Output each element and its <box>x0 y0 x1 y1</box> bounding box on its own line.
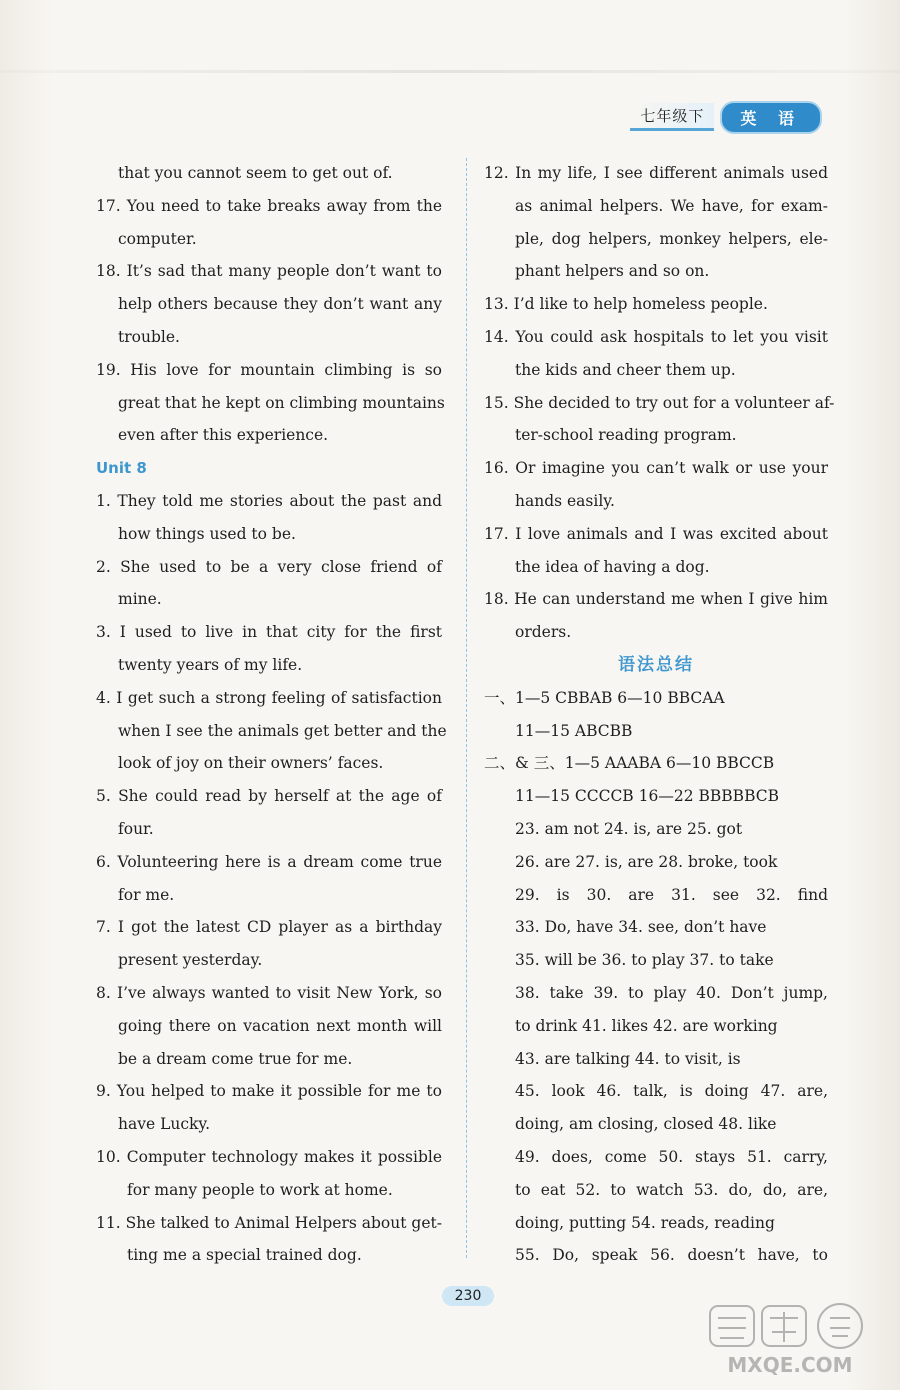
answer-line: 9. You helped to make it possible for me to <box>96 1082 442 1101</box>
unit-heading: Unit 8 <box>96 459 147 478</box>
answer-line: 12. In my life, I see different animals used <box>484 164 828 182</box>
grade-label: 七年级下 <box>630 103 714 131</box>
answer-line: 29. is 30. are 31. see 32. find <box>515 885 828 904</box>
answer-line: 16. Or imagine you can’t walk or use your <box>484 459 828 478</box>
answer-line: ple, dog helpers, monkey helpers, ele- <box>515 229 828 248</box>
answer-line: 26. are 27. is, are 28. broke, took <box>515 852 778 871</box>
answer-line: 35. will be 36. to play 37. to take <box>515 951 774 970</box>
answer-line: 55. Do, speak 56. doesn’t have, to <box>515 1246 828 1265</box>
answer-line: 49. does, come 50. stays 51. carry, <box>515 1147 828 1166</box>
subject-badge: 英 语 <box>720 101 822 134</box>
answer-line: four. <box>118 819 154 838</box>
top-rule <box>0 70 900 73</box>
answer-line: phant helpers and so on. <box>515 262 710 281</box>
answer-line: for many people to work at home. <box>127 1180 393 1199</box>
answer-line: when I see the animals get better and the <box>118 721 447 740</box>
answer-line: the idea of having a dog. <box>515 557 710 576</box>
answer-line: for me. <box>118 885 175 904</box>
answer-line: 43. are talking 44. to visit, is <box>515 1049 741 1068</box>
answer-line: 17. I love animals and I was excited about <box>484 524 828 543</box>
answer-line: 5. She could read by herself at the age of <box>96 787 442 806</box>
watermark-url: MXQE.COM <box>727 1353 853 1377</box>
answer-line: 33. Do, have 34. see, don’t have <box>515 918 767 937</box>
right-column <box>484 157 835 1272</box>
answer-line: ter-school reading program. <box>515 426 737 445</box>
answer-line: mine. <box>118 590 162 609</box>
answer-line: 14. You could ask hospitals to let you visit <box>484 327 828 346</box>
answer-line: hands easily. <box>515 491 615 510</box>
answer-line: 11—15 ABCBB <box>515 721 633 740</box>
section-heading: 语法总结 <box>618 654 694 675</box>
answer-line: 18. It’s sad that many people don’t want to <box>96 262 442 281</box>
left-column <box>96 157 447 1272</box>
answer-line: 3. I used to live in that city for the first <box>96 623 442 642</box>
answer-line: 10. Computer technology makes it possible <box>96 1147 442 1166</box>
answer-line: to drink 41. likes 42. are working <box>515 1016 778 1035</box>
answer-line: 11. She talked to Animal Helpers about get- <box>96 1213 442 1232</box>
answer-line: 6. Volunteering here is a dream come true <box>96 852 442 871</box>
answer-line: the kids and cheer them up. <box>515 360 736 379</box>
answer-line: 13. I’d like to help homeless people. <box>484 295 768 314</box>
answer-line: 4. I get such a strong feeling of satisfaction <box>96 688 442 707</box>
answer-line: 19. His love for mountain climbing is so <box>96 360 442 379</box>
answer-line: that you cannot seem to get out of. <box>118 164 393 182</box>
answer-line: 二、& 三、1—5 AAABA 6—10 BBCCB <box>484 754 775 773</box>
answer-line: orders. <box>515 623 572 642</box>
answer-line: look of joy on their owners’ faces. <box>118 754 384 773</box>
answer-line: ting me a special trained dog. <box>127 1246 362 1265</box>
answer-line: 45. look 46. talk, is doing 47. are, <box>515 1082 828 1101</box>
answer-line: great that he kept on climbing mountains <box>118 393 445 412</box>
answer-line: be a dream come true for me. <box>118 1049 353 1068</box>
answer-line: 38. take 39. to play 40. Don’t jump, <box>515 983 828 1002</box>
answer-line: 2. She used to be a very close friend of <box>96 557 442 576</box>
answer-line: have Lucky. <box>118 1115 211 1134</box>
answer-line: 8. I’ve always wanted to visit New York, so <box>96 983 442 1002</box>
answer-line: how things used to be. <box>118 524 296 543</box>
answer-line: 11—15 CCCCB 16—22 BBBBBCB <box>515 787 779 806</box>
answer-line: trouble. <box>118 327 180 346</box>
answer-line: 一、1—5 CBBAB 6—10 BBCAA <box>484 688 725 707</box>
page-number: 230 <box>442 1286 494 1306</box>
column-divider <box>466 158 467 1258</box>
answer-line: 7. I got the latest CD player as a birthday <box>96 918 442 937</box>
answer-line: present yesterday. <box>118 951 263 970</box>
watermark-logo <box>690 1300 890 1382</box>
answer-line: 18. He can understand me when I give him <box>484 590 828 609</box>
answer-line: doing, putting 54. reads, reading <box>515 1213 775 1232</box>
answer-line: computer. <box>118 229 197 248</box>
answer-line: help others because they don’t want any <box>118 295 442 314</box>
answer-line: 23. am not 24. is, are 25. got <box>515 819 743 838</box>
answer-line: doing, am closing, closed 48. like <box>515 1115 777 1134</box>
answer-line: 15. She decided to try out for a volunteer af- <box>484 393 835 412</box>
answer-line: even after this experience. <box>118 426 329 445</box>
answer-line: 1. They told me stories about the past and <box>96 491 442 510</box>
answer-line: 17. You need to take breaks away from the <box>96 196 442 215</box>
answer-line: going there on vacation next month will <box>118 1016 442 1035</box>
answer-line: to eat 52. to watch 53. do, do, are, <box>515 1180 828 1199</box>
answer-line: twenty years of my life. <box>118 655 303 674</box>
page-header <box>630 102 822 132</box>
answer-line: as animal helpers. We have, for exam- <box>515 196 828 215</box>
